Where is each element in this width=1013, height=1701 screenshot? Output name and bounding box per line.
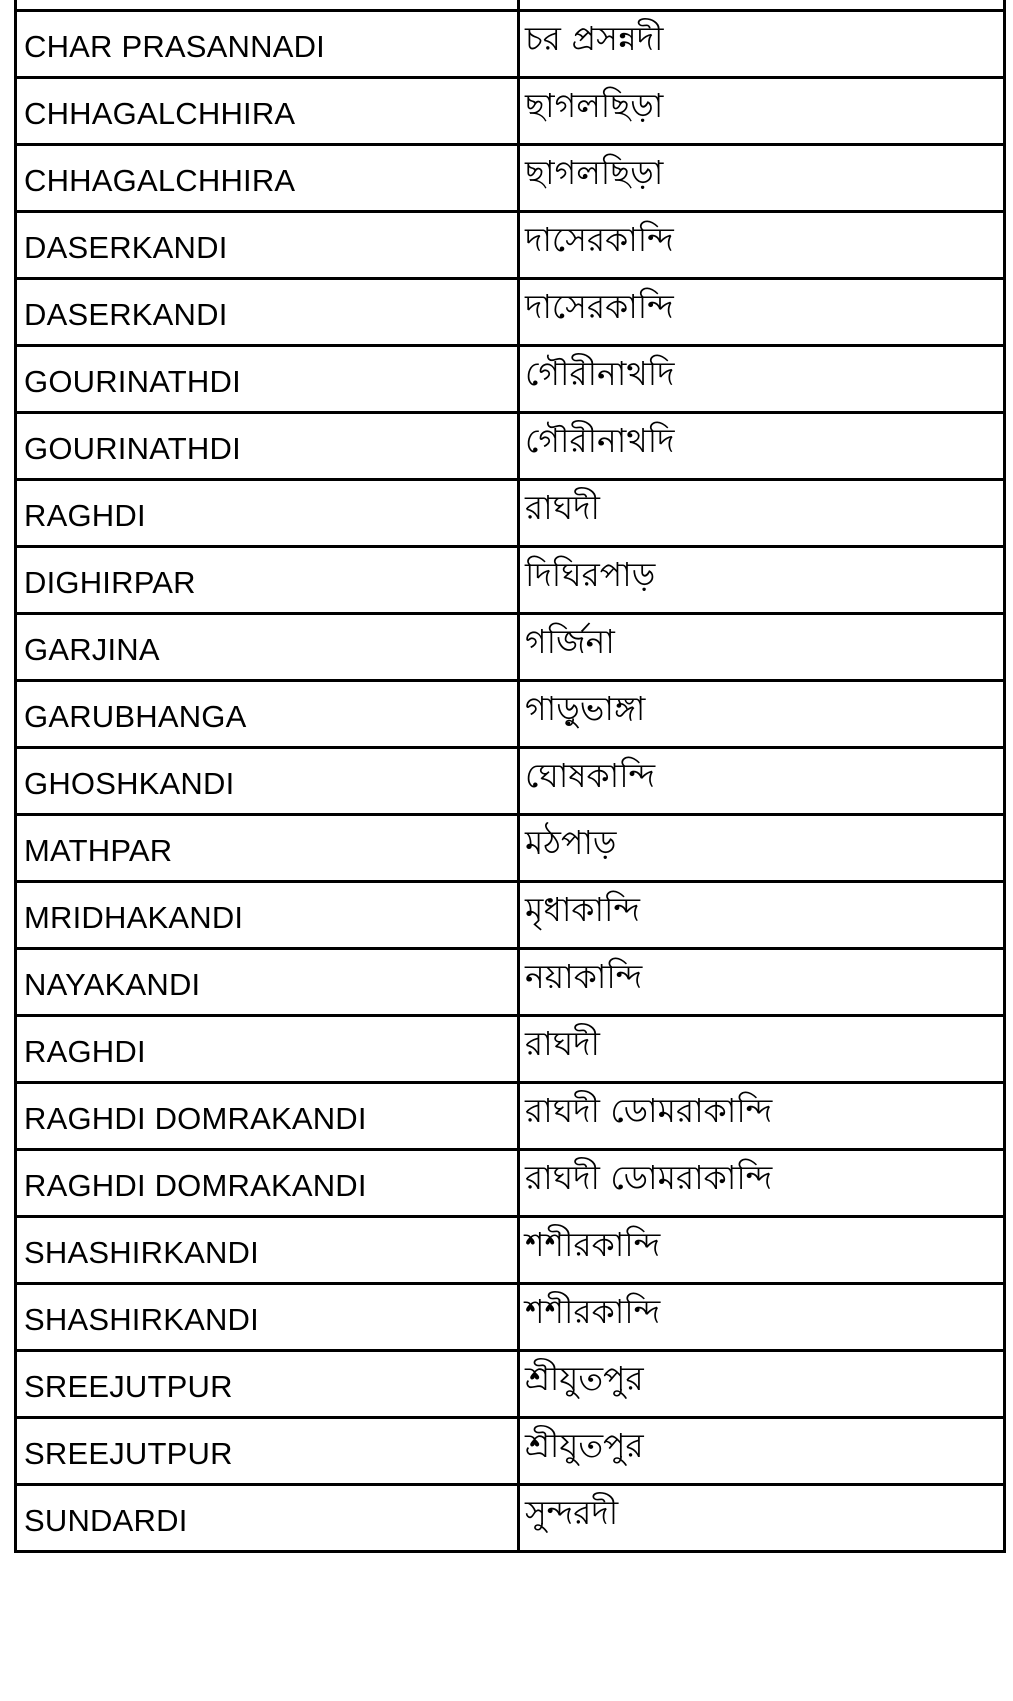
bangla-name-cell: গর্জিনা xyxy=(525,622,615,661)
english-name-cell: DIGHIRPAR xyxy=(17,548,520,612)
table-row xyxy=(17,9,1003,76)
bangla-name-cell: নয়াকান্দি xyxy=(525,957,643,996)
english-name-cell: MRIDHAKANDI xyxy=(17,883,520,947)
english-name-cell: GARUBHANGA xyxy=(17,682,520,746)
bangla-name-cell: রাঘদী ডোমরাকান্দি xyxy=(525,1158,773,1197)
table-row xyxy=(17,1416,1003,1483)
english-name-cell: DASERKANDI xyxy=(17,280,520,344)
bangla-name-cell: মৃধাকান্দি xyxy=(525,890,640,929)
bangla-name-cell: গাড়ুভাঙ্গা xyxy=(525,689,646,728)
table-row xyxy=(17,1349,1003,1416)
bangla-name-cell: শ্রীযুতপুর xyxy=(525,1426,644,1465)
table-row xyxy=(17,813,1003,880)
table-row xyxy=(17,210,1003,277)
english-name-cell: NAYAKANDI xyxy=(17,950,520,1014)
bangla-name-cell xyxy=(520,0,1003,9)
table-row xyxy=(17,0,1003,9)
english-name-cell: SREEJUTPUR xyxy=(17,1352,520,1416)
english-name-cell: GOURINATHDI xyxy=(17,414,520,478)
table-row xyxy=(17,143,1003,210)
village-name-table xyxy=(14,0,1006,1553)
bangla-name-cell: মঠপাড় xyxy=(525,823,617,862)
bangla-name-cell: দাসেরকান্দি xyxy=(525,220,674,259)
bangla-name-cell: শশীরকান্দি xyxy=(525,1292,661,1331)
table-row xyxy=(17,1081,1003,1148)
english-name-cell: CHHAGALCHHIRA xyxy=(17,79,520,143)
english-name-cell: SUNDARDI xyxy=(17,1486,520,1550)
bangla-name-cell: ছাগলছিড়া xyxy=(525,86,664,125)
english-name-cell: DASERKANDI xyxy=(17,213,520,277)
english-name-cell: MATHPAR xyxy=(17,816,520,880)
bangla-name-cell: রাঘদী ডোমরাকান্দি xyxy=(525,1091,773,1130)
table-row xyxy=(17,277,1003,344)
english-name-cell: CHAR PRASANNADI xyxy=(17,12,520,76)
english-name-cell: GOURINATHDI xyxy=(17,347,520,411)
bangla-name-cell: দিঘিরপাড় xyxy=(525,555,656,594)
table-row xyxy=(17,1148,1003,1215)
table-row xyxy=(17,1215,1003,1282)
bangla-name-cell: ছাগলছিড়া xyxy=(525,153,664,192)
bangla-name-cell: চর প্রসন্নদী xyxy=(525,19,664,58)
english-name-cell: RAGHDI xyxy=(17,1017,520,1081)
table-row xyxy=(17,947,1003,1014)
bangla-name-cell: গৌরীনাথদি xyxy=(525,354,675,393)
table-row xyxy=(17,612,1003,679)
table-row xyxy=(17,746,1003,813)
english-name-cell: SREEJUTPUR xyxy=(17,1419,520,1483)
english-name-cell: RAGHDI DOMRAKANDI xyxy=(17,1084,520,1148)
table-row xyxy=(17,411,1003,478)
english-name-cell: CHHAGALCHHIRA xyxy=(17,146,520,210)
table-row xyxy=(17,1483,1003,1553)
bangla-name-cell: দাসেরকান্দি xyxy=(525,287,674,326)
bangla-name-cell: রাঘদী xyxy=(525,488,600,527)
english-name-cell: GHOSHKANDI xyxy=(17,749,520,813)
bangla-name-cell: শশীরকান্দি xyxy=(525,1225,661,1264)
table-row xyxy=(17,344,1003,411)
table-row xyxy=(17,679,1003,746)
english-name-cell: RAGHDI DOMRAKANDI xyxy=(17,1151,520,1215)
english-name-cell xyxy=(17,0,520,9)
bangla-name-cell: শ্রীযুতপুর xyxy=(525,1359,644,1398)
english-name-cell: SHASHIRKANDI xyxy=(17,1285,520,1349)
english-name-cell: SHASHIRKANDI xyxy=(17,1218,520,1282)
table-row xyxy=(17,1014,1003,1081)
table-row xyxy=(17,1282,1003,1349)
table-row xyxy=(17,545,1003,612)
bangla-name-cell: রাঘদী xyxy=(525,1024,600,1063)
bangla-name-cell: ঘোষকান্দি xyxy=(525,756,656,795)
english-name-cell: RAGHDI xyxy=(17,481,520,545)
bangla-name-cell: গৌরীনাথদি xyxy=(525,421,675,460)
bangla-name-cell: সুন্দরদী xyxy=(525,1493,619,1532)
table-row xyxy=(17,76,1003,143)
english-name-cell: GARJINA xyxy=(17,615,520,679)
table-row xyxy=(17,478,1003,545)
table-row xyxy=(17,880,1003,947)
